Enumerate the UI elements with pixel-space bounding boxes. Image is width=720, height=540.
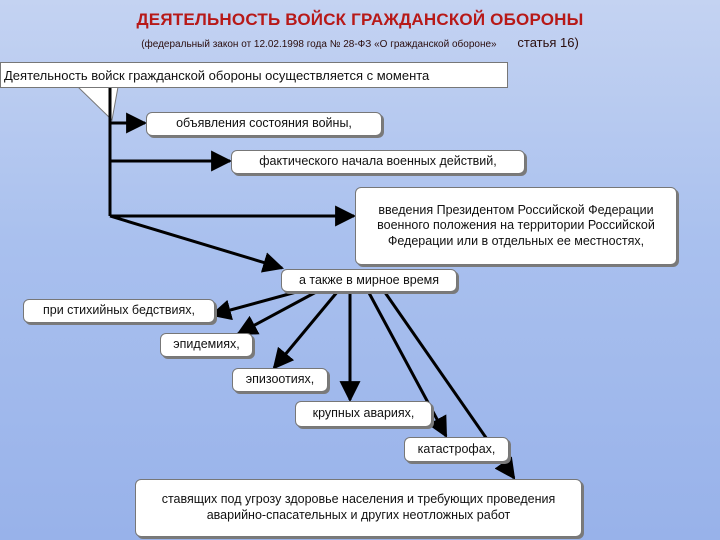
moment-martial-law: введения Президентом Российской Федерации военного положения на территории Российской Федерации или в отдельных ее местностях, <box>355 187 677 265</box>
moment-war-declaration: объявления состояния войны, <box>146 112 382 136</box>
case-catastrophes: катастрофах, <box>404 437 509 462</box>
conclusion-box: ставящих под угрозу здоровье населения и требующих проведения аварийно-спасательных и других неотложных работ <box>135 479 582 537</box>
peacetime-box: а также в мирное время <box>281 269 457 292</box>
arrow-to-disasters <box>212 291 300 315</box>
law-citation: (федеральный закон от 12.02.1998 года № 28-ФЗ «О гражданской обороне» <box>141 39 497 50</box>
intro-callout: Деятельность войск гражданской обороны осуществляется с момента <box>0 62 508 88</box>
callout-pointer <box>78 87 118 120</box>
moment-hostilities-start: фактического начала военных действий, <box>231 150 525 174</box>
case-epidemics: эпидемиях, <box>160 333 253 357</box>
case-epizootics: эпизоотиях, <box>232 368 328 392</box>
article-number: статья 16) <box>517 35 579 50</box>
arrow-to-peacetime <box>110 216 282 268</box>
case-major-accidents: крупных авариях, <box>295 401 432 427</box>
arrow-to-epizootics <box>274 291 338 368</box>
page-title: ДЕЯТЕЛЬНОСТЬ ВОЙСК ГРАЖДАНСКОЙ ОБОРОНЫ <box>136 10 584 29</box>
case-natural-disasters: при стихийных бедствиях, <box>23 299 215 323</box>
